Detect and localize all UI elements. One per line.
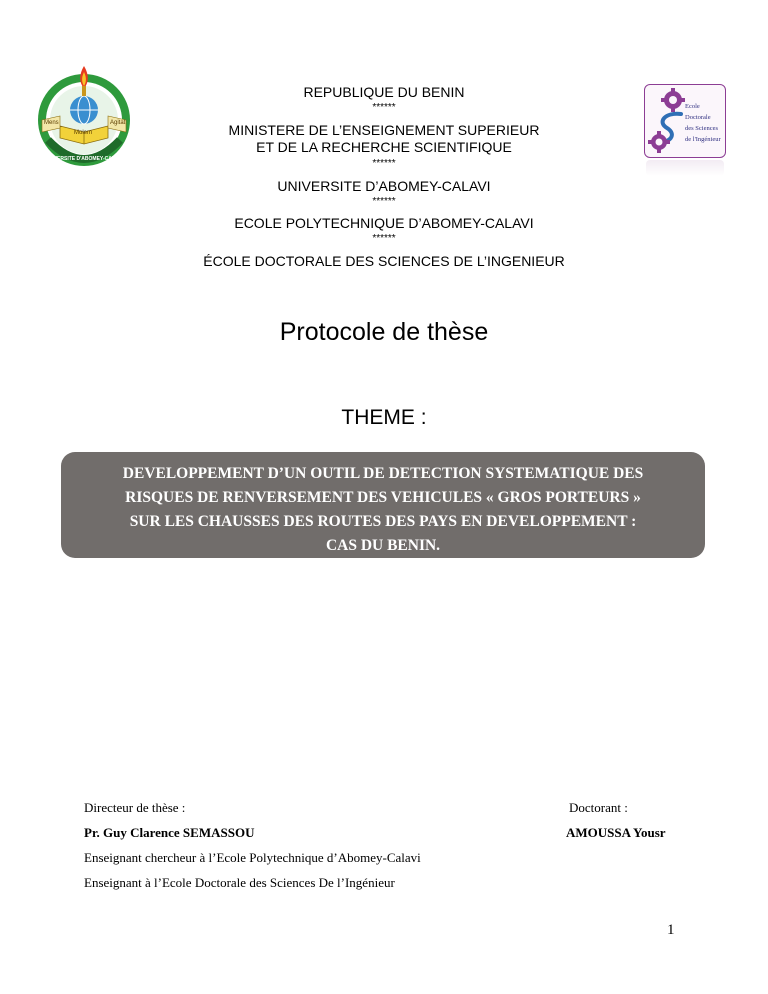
logo-ribbon-center: Molem — [74, 130, 93, 136]
header-school: ECOLE POLYTECHNIQUE D’ABOMEY-CALAVI — [234, 215, 534, 231]
logo-ribbon-right: Agitat — [110, 120, 126, 126]
theme-label: THEME : — [341, 406, 427, 429]
theme-line-1: DEVELOPPEMENT D’UN OUTIL DE DETECTION SYSTEMATIQUE DES — [122, 465, 644, 482]
header-doctoral-school: ÉCOLE DOCTORALE DES SCIENCES DE L’INGENIEUR — [203, 253, 565, 269]
theme-line-2: RISQUES DE RENVERSEMENT DES VEHICULES « GROS PORTEURS » — [125, 489, 641, 506]
theme-line-3: SUR LES CHAUSSES DES ROUTES DES PAYS EN DEVELOPPEMENT : — [129, 513, 637, 530]
page-title: Protocole de thèse — [279, 318, 489, 346]
theme-line-4: CAS DU BENIN. — [325, 537, 441, 554]
director-label: Directeur de thèse : — [84, 800, 186, 815]
doctoral-logo-line2: des Sciences — [685, 125, 719, 132]
doctoral-logo-line3: de l'Ingénieur — [685, 136, 721, 143]
header-separator: ****** — [372, 233, 396, 244]
student-label: Doctorant : — [569, 800, 628, 815]
header-separator: ****** — [372, 196, 396, 207]
header-university: UNIVERSITE D’ABOMEY-CALAVI — [277, 178, 491, 194]
header-separator: ****** — [372, 158, 396, 169]
logo-ring-text: UNIVERSITE D'ABOMEY-CALAVI — [45, 156, 123, 162]
header-separator: ****** — [372, 102, 396, 113]
student-name: AMOUSSA Yousr — [566, 825, 666, 840]
logo-ribbon-left: Mens — [44, 120, 59, 126]
header-country: REPUBLIQUE DU BENIN — [303, 84, 465, 100]
director-role-2: Enseignant à l’Ecole Doctorale des Sciences De l’Ingénieur — [84, 875, 395, 890]
director-name: Pr. Guy Clarence SEMASSOU — [84, 825, 255, 840]
page-number: 1 — [667, 922, 675, 938]
header-ministry-line1: MINISTERE DE L’ENSEIGNEMENT SUPERIEUR — [228, 122, 540, 138]
director-role-1: Enseignant chercheur à l’Ecole Polytechnique d’Abomey-Calavi — [84, 850, 421, 865]
theme-box — [61, 452, 705, 558]
doctoral-logo-line1: Ecole Doctorale — [685, 103, 711, 121]
header-ministry-line2: ET DE LA RECHERCHE SCIENTIFIQUE — [256, 139, 512, 155]
